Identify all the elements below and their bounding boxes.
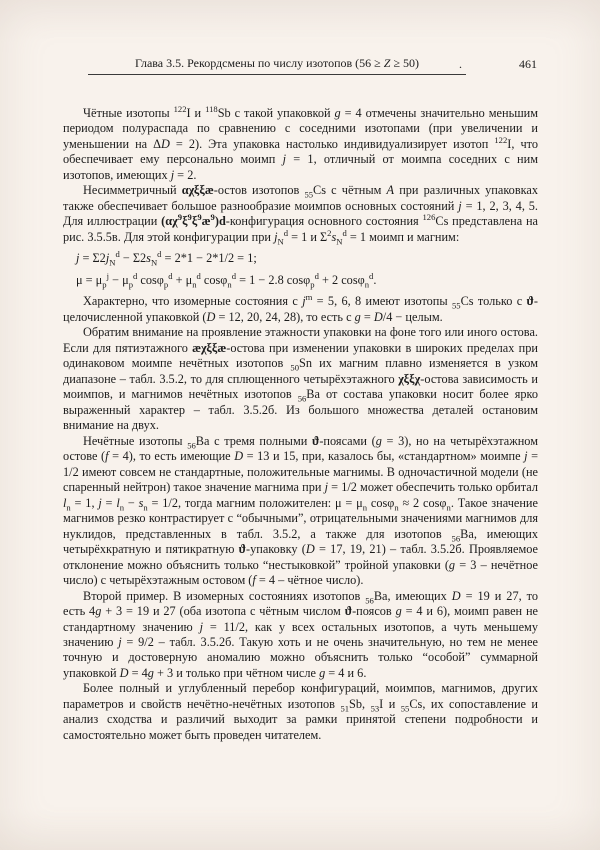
page-number: 461 xyxy=(519,57,537,71)
paragraph-second-example: Второй пример. В изомерных состояниях изотопов $_{56}$Ba, имеющих D = 19 и 27, то есть 4g + 3 = 19 и 27 (оба изотопа с чётным числом ϑ-поясов g = 4 и 6), моимп равен не стандартному значению j = 11/2, как у всех остальных изотопов, а чуть меньшему значению j = 9/2 – табл. 3.5.2б. Такую хоть и не очень значительную, но тем не менее точную и достоверную аномалию можно объяснить только “особой” суммарной упаковкой D = 4g + 3 и только при чётном числе g = 4 и 6. xyxy=(63,588,539,680)
page-body xyxy=(63,103,539,743)
formula-magnim: $\mu = \mu_p^j - \mu_p^d$ $\cos\varphi_p^d + \mu_n^d$ cosφ$_n^d$ = 1 − 2.8 cosφ$_p^d$ + 2 cosφ$_n^d$. xyxy=(76,270,377,290)
paragraph-isomeric-states: Характерно, что изомерные состояния с $j^m = 5$, 6, 8 имеют изотопы $_{55}$Cs только с ϑ-целочисленной упаковкой (D = 12, 20, 24, 28), то есть с g = D/4 − целым. xyxy=(63,292,538,324)
running-head xyxy=(88,56,466,75)
paragraph-storey-packing: Обратим внимание на проявление этажности упаковки на фоне того или иного остова. Если для пятиэтажного æχξξæ-остова при изменении упаковки в широких пределах при одинаковом моимпе нечётных изотопов $_{50}$Sn их магним плавно изменяется в узком диапазоне – табл. 3.5.2, то для сплющенного четырёхэтажного χξξχ-остова зависимость и моимпов, и магнимов нечётных изотопов $_{56}$Ba от состава упаковки носит более ярко выраженный характер – табл. 3.5.2б. Из большого множества деталей остановим внимание на двух. xyxy=(63,325,538,433)
formula-moimp: $j = \Sigma 2j_N^d - \Sigma 2s_N^d = 2*1 - 2*1/2 = 1$; xyxy=(76,249,257,268)
paragraph-cs-core-config: Несимметричный αχξξæ-остов изотопов $_{55}$Cs с чётным A при различных упаковках также обеспечивает большое разнообразие моимпов основных состояний j = 1, 2, 3, 4, 5. Для иллюстрации $(\alpha\chi^9\xi^9\xi^9æ^9)d$-конфигурация основного состояния $^{126}$Cs представлена на рис. 3.5.5в. Для этой конфигурации при $j_N^d = 1$ и $\Sigma^2s_N^d = 1$ моимп и магним: xyxy=(63,183,539,247)
header-separator-dot: . xyxy=(459,57,462,71)
page-header xyxy=(88,56,537,75)
paragraph-closing: Более полный и углубленный перебор конфигураций, моимпов, магнимов, других параметров и свойств нечётно-нечётных изотопов $_{51}$Sb, $_{53}$I и $_{55}$Cs, их сопоставление и анализ сходства и различий выходит за рамки принятой степени подробности и самостоятельно может быть проведен читателем. xyxy=(63,681,539,742)
paragraph-ba-odd-isotopes: Нечётные изотопы $_{56}$Ba с тремя полными ϑ-поясами (g = 3), но на четырёхэтажном остове (f = 4), то есть имеющие D = 13 и 15, при, казалось бы, «стандартном» моимпе j = 1/2 имеют совсем не стандартные, положительные магнимы. В одночастичной модели (не спаренный нейтрон) такое значение магнима при j = 1/2 может обеспечить только орбитал $l_n = 1$, $j = l_n - s_n = 1/2$, тогда магним положителен: $\mu = \mu_n$ cosφ$_n$ ≈ 2 cosφ$_n$. Такое значение магнимов резко контрастирует с “обычными”, отрицательными значениями магнимов для нуклидов, представленных в табл. 3.5.2, а также для изотопов $_{56}$Ba, имеющих четырёхкратную и пятикратную ϑ-упаковку (D = 17, 19, 21) – табл. 3.5.2б. Проявляемое отклонение можно объяснить только “нестыковкой” тройной упаковки (g = 3 – нечётное число) с четырёхэтажным остовом (f = 4 – чётное число). xyxy=(63,433,539,588)
chapter-title: Глава 3.5. Рекордсмены по числу изотопов (56 ≥ Z ≥ 50) xyxy=(134,56,420,70)
paragraph-even-isotopes: Чётные изотопы $^{122}$I и $^{118}$Sb с такой упаковкой g = 4 отмечены значительно меньшим периодом полураспада по сравнению с соседними изотопами (при увеличении и уменьшении на ΔD = 2). Эта упаковка настолько индивидуализирует изотоп $^{122}$I, что обеспечивает ему персонально моимп j = 1, отличный от моимпа соседних с ним изотопов, имеющих j = 2. xyxy=(63,103,539,182)
